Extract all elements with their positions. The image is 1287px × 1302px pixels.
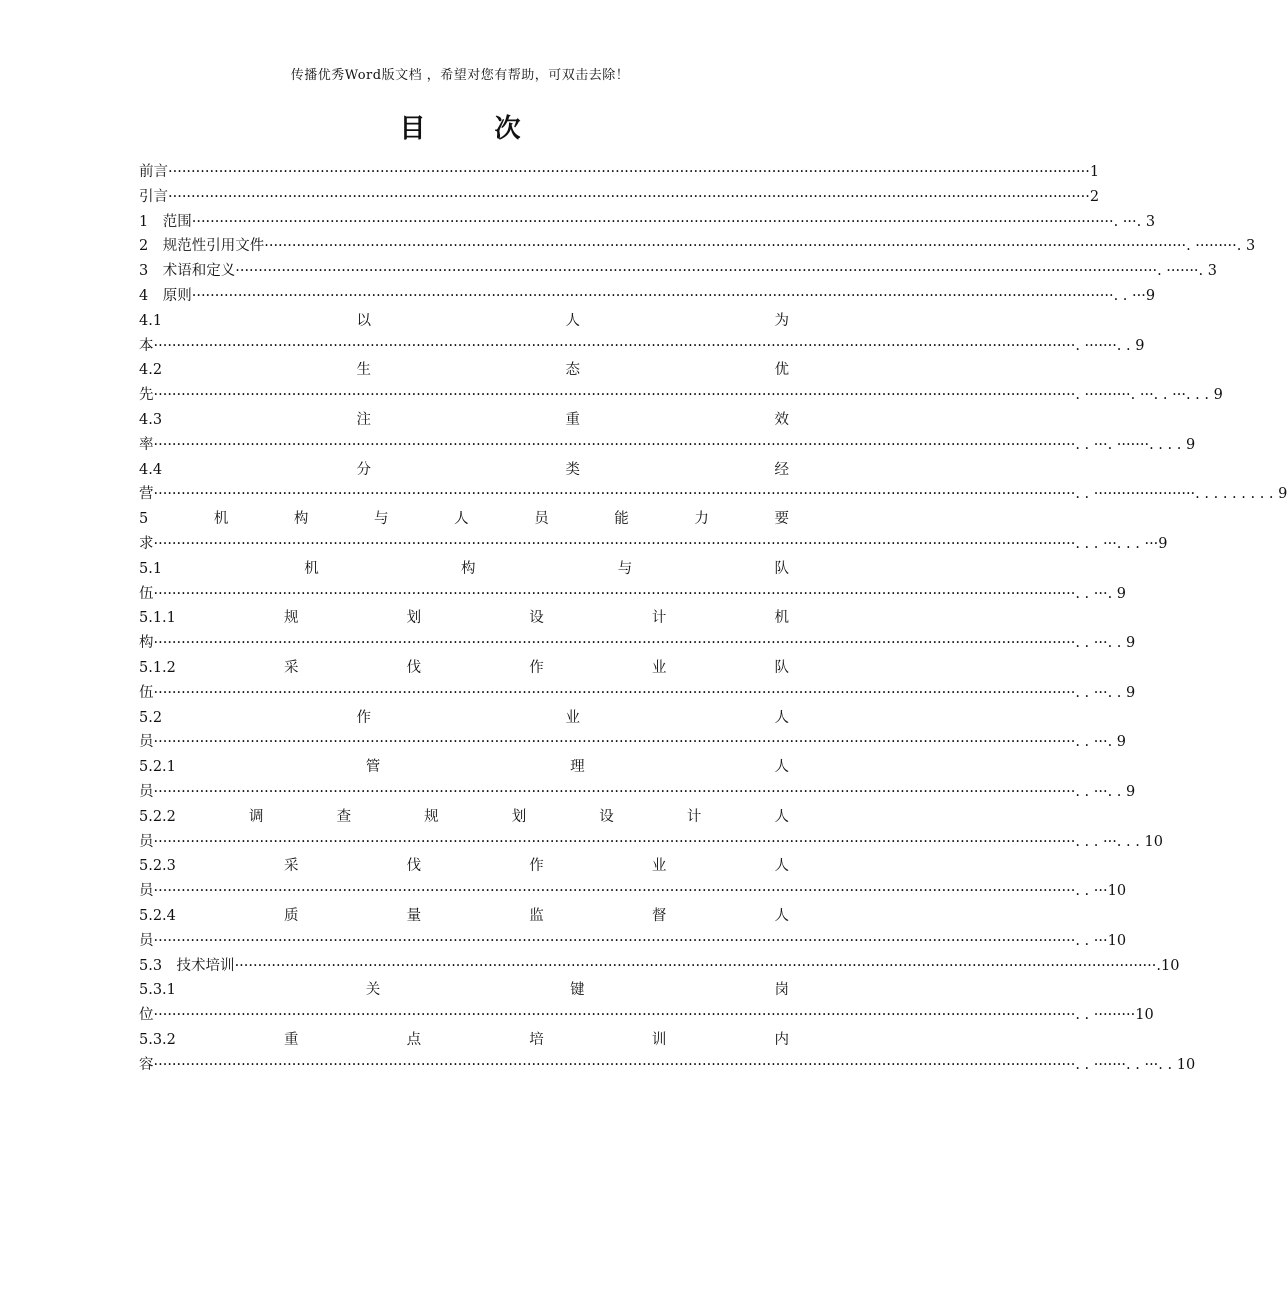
toc-entry-page: . . ···10 <box>1075 932 1127 949</box>
toc-entry-label: 员 <box>139 734 154 751</box>
dot-leader: ········································································································································································································ <box>153 436 1076 453</box>
toc-heading-fragment: 规 <box>424 808 439 825</box>
toc-heading-fragment: 规 <box>284 610 299 627</box>
toc-heading-fragment: 量 <box>406 907 422 924</box>
toc-entry-label: 本 <box>139 337 154 354</box>
toc-entry-page: . . ···. 9 <box>1075 734 1127 751</box>
dot-leader: ········································································································································································································ <box>153 337 1076 354</box>
toc-entry-page: .10 <box>1156 957 1180 974</box>
dot-leader: ········································································································································································································ <box>235 263 1158 280</box>
toc-heading-fragment: 监 <box>529 907 544 924</box>
toc-entry-page: . ··········. ···. . ···. . . 9 <box>1075 387 1223 404</box>
toc-entry-page: 2 <box>1089 188 1100 205</box>
toc-entry-heading-row[interactable] <box>139 805 789 830</box>
toc-heading-fragment: 队 <box>774 560 789 577</box>
toc-heading-fragment: 训 <box>651 1031 667 1048</box>
toc-entry-continuation[interactable] <box>139 582 1127 607</box>
toc-entry-continuation[interactable] <box>139 334 1145 359</box>
toc-entry-heading-row[interactable] <box>139 458 789 483</box>
toc-entry[interactable] <box>139 185 1100 210</box>
toc-entry-heading-row[interactable] <box>139 507 789 532</box>
toc-heading-fragment: 机 <box>774 610 789 627</box>
toc-heading-fragment: 设 <box>529 610 544 627</box>
toc-heading-fragment: 重 <box>284 1031 299 1048</box>
toc-entry-page: . ·······. 3 <box>1157 263 1217 280</box>
toc-entry-page: . ·········. 3 <box>1186 238 1256 255</box>
toc-heading-fragment: 人 <box>774 759 789 776</box>
toc-entry-heading-row[interactable] <box>139 606 789 631</box>
dot-leader: ········································································································································································································ <box>191 213 1114 230</box>
toc-entry-heading-row[interactable] <box>139 978 789 1003</box>
page-title: 目 次 <box>399 114 551 144</box>
toc-entry-label: 先 <box>139 387 154 404</box>
toc-heading-fragment: 类 <box>565 461 580 478</box>
toc-heading-fragment: 4.4 <box>139 461 163 478</box>
toc-heading-fragment: 岗 <box>774 982 789 999</box>
toc-heading-fragment: 5.3.1 <box>139 982 176 999</box>
toc-entry-page: . . . ···. . . 10 <box>1075 833 1163 850</box>
dot-leader: ········································································································································································································ <box>153 1007 1076 1024</box>
toc-heading-fragment: 5 <box>139 511 149 528</box>
toc-entry-page: . . ···10 <box>1075 883 1127 900</box>
toc-entry-page: . . ···. . 9 <box>1075 684 1136 701</box>
dot-leader: ········································································································································································································ <box>153 883 1076 900</box>
toc-entry-label: 构 <box>139 635 154 652</box>
toc-entry-heading-row[interactable] <box>139 904 789 929</box>
toc-heading-fragment: 5.2.3 <box>139 858 176 875</box>
toc-heading-fragment: 作 <box>529 858 544 875</box>
toc-entry[interactable] <box>139 234 1256 259</box>
toc-heading-fragment: 以 <box>356 312 372 329</box>
toc-heading-fragment: 重 <box>565 411 580 428</box>
toc-heading-fragment: 与 <box>374 511 389 528</box>
toc-entry-page: . ···. 3 <box>1113 213 1156 230</box>
toc-heading-fragment: 业 <box>651 659 667 676</box>
toc-heading-fragment: 与 <box>617 560 633 577</box>
dot-leader: ········································································································································································································ <box>264 238 1187 255</box>
toc-entry-label: 伍 <box>139 684 154 701</box>
toc-heading-fragment: 5.1 <box>139 560 163 577</box>
dot-leader: ········································································································································································································ <box>153 684 1076 701</box>
toc-entry-label: 员 <box>139 833 154 850</box>
toc-heading-fragment: 5.2.4 <box>139 907 176 924</box>
toc-entry-continuation[interactable] <box>139 482 1287 507</box>
toc-entry-heading-row[interactable] <box>139 854 789 879</box>
toc-heading-fragment: 计 <box>651 610 667 627</box>
toc-heading-fragment: 人 <box>565 312 580 329</box>
toc-entry-label: 4 原则 <box>139 287 192 304</box>
toc-heading-fragment: 采 <box>284 858 299 875</box>
toc-heading-fragment: 业 <box>651 858 667 875</box>
toc-entry-label: 5.3 技术培训 <box>139 957 235 974</box>
toc-heading-fragment: 5.2.1 <box>139 759 176 776</box>
toc-entry-label: 3 术语和定义 <box>139 263 236 280</box>
toc-heading-fragment: 人 <box>454 511 469 528</box>
toc-entry-label: 前言 <box>139 164 168 180</box>
toc-entry-page: . . ···. 9 <box>1075 585 1127 602</box>
toc-entry-continuation[interactable] <box>139 780 1136 805</box>
toc-entry-page: . . ·········10 <box>1075 1007 1154 1024</box>
dot-leader: ········································································································································································································ <box>153 635 1076 652</box>
table-of-contents <box>139 160 1287 1077</box>
dot-leader: ········································································································································································································ <box>168 164 1090 180</box>
toc-entry[interactable] <box>139 160 1100 185</box>
toc-heading-fragment: 伐 <box>406 858 422 875</box>
toc-heading-fragment: 4.2 <box>139 362 163 379</box>
toc-heading-fragment: 质 <box>284 907 299 924</box>
toc-entry-continuation[interactable] <box>139 879 1127 904</box>
toc-entry-heading-row[interactable] <box>139 1028 789 1053</box>
toc-heading-fragment: 生 <box>356 362 372 379</box>
toc-heading-fragment: 优 <box>774 362 789 379</box>
toc-entry-label: 伍 <box>139 585 154 602</box>
toc-heading-fragment: 划 <box>406 610 422 627</box>
toc-heading-fragment: 人 <box>774 808 789 825</box>
toc-heading-fragment: 5.2 <box>139 709 163 726</box>
toc-entry-continuation[interactable] <box>139 383 1223 408</box>
toc-entry-label: 员 <box>139 783 154 800</box>
toc-entry[interactable] <box>139 284 1156 309</box>
toc-heading-fragment: 机 <box>304 560 319 577</box>
toc-heading-fragment: 5.2.2 <box>139 808 176 825</box>
dot-leader: ········································································································································································································ <box>153 486 1076 503</box>
toc-heading-fragment: 关 <box>365 982 381 999</box>
toc-heading-fragment: 构 <box>293 511 309 528</box>
toc-entry[interactable] <box>139 259 1217 284</box>
toc-heading-fragment: 内 <box>774 1031 789 1048</box>
dot-leader: ········································································································································································································ <box>153 783 1076 800</box>
toc-heading-fragment: 5.1.2 <box>139 659 176 676</box>
toc-heading-fragment: 员 <box>534 511 549 528</box>
toc-entry-heading-row[interactable] <box>139 309 789 334</box>
toc-heading-fragment: 作 <box>356 709 372 726</box>
toc-entry-heading-row[interactable] <box>139 408 789 433</box>
toc-heading-fragment: 构 <box>461 560 476 577</box>
toc-heading-fragment: 人 <box>774 858 789 875</box>
toc-heading-fragment: 设 <box>599 808 614 825</box>
toc-entry-label: 员 <box>139 932 154 949</box>
dot-leader: ········································································································································································································ <box>153 734 1076 751</box>
toc-entry-heading-row[interactable] <box>139 358 789 383</box>
toc-entry-label: 2 规范性引用文件 <box>139 238 265 255</box>
toc-entry-label: 率 <box>139 436 154 453</box>
toc-heading-fragment: 队 <box>774 659 789 676</box>
toc-heading-fragment: 采 <box>284 659 299 676</box>
toc-entry-page: . . ···. . 9 <box>1075 635 1136 652</box>
toc-heading-fragment: 注 <box>356 411 372 428</box>
toc-heading-fragment: 分 <box>356 461 372 478</box>
toc-heading-fragment: 业 <box>565 709 580 726</box>
toc-heading-fragment: 督 <box>651 907 667 924</box>
toc-heading-fragment: 机 <box>213 511 229 528</box>
toc-entry[interactable] <box>139 210 1156 235</box>
dot-leader: ········································································································································································································ <box>234 957 1157 974</box>
toc-entry-page: . . ···. ·······. . . . 9 <box>1075 436 1196 453</box>
toc-entry-label: 引言 <box>139 188 168 205</box>
toc-heading-fragment: 键 <box>570 982 585 999</box>
toc-heading-fragment: 管 <box>365 759 381 776</box>
toc-entry-heading-row[interactable] <box>139 557 789 582</box>
toc-entry-continuation[interactable] <box>139 1003 1154 1028</box>
toc-entry[interactable] <box>139 954 1180 979</box>
toc-entry-heading-row[interactable] <box>139 706 789 731</box>
toc-entry-label: 1 范围 <box>139 213 192 230</box>
toc-entry-label: 位 <box>139 1007 154 1024</box>
toc-entry-page: . . ·······. . ···. . 10 <box>1075 1056 1196 1073</box>
dot-leader: ········································································································································································································ <box>153 387 1076 404</box>
toc-entry-label: 员 <box>139 883 154 900</box>
toc-entry-page: . ·······. . 9 <box>1075 337 1145 354</box>
toc-heading-fragment: 作 <box>529 659 544 676</box>
toc-entry-page: . . ···. . 9 <box>1075 783 1136 800</box>
toc-entry-continuation[interactable] <box>139 532 1168 557</box>
dot-leader: ········································································································································································································ <box>153 1056 1076 1073</box>
toc-entry-heading-row[interactable] <box>139 656 789 681</box>
toc-heading-fragment: 调 <box>248 808 264 825</box>
toc-entry-heading-row[interactable] <box>139 755 789 780</box>
toc-entry-continuation[interactable] <box>139 631 1136 656</box>
dot-leader: ········································································································································································································ <box>191 287 1114 304</box>
toc-heading-fragment: 人 <box>774 907 789 924</box>
dot-leader: ········································································································································································································ <box>168 188 1090 205</box>
toc-entry-page: . . . ···. . . ···9 <box>1075 535 1168 552</box>
toc-entry-continuation[interactable] <box>139 433 1196 458</box>
toc-entry-page: . . ···9 <box>1113 287 1156 304</box>
toc-heading-fragment: 要 <box>774 511 789 528</box>
toc-entry-page: 1 <box>1089 164 1100 180</box>
dot-leader: ········································································································································································································ <box>153 535 1076 552</box>
toc-entry-label: 容 <box>139 1056 154 1073</box>
dot-leader: ········································································································································································································ <box>153 585 1076 602</box>
toc-heading-fragment: 4.1 <box>139 312 163 329</box>
toc-entry-continuation[interactable] <box>139 681 1136 706</box>
toc-heading-fragment: 力 <box>694 511 709 528</box>
toc-heading-fragment: 点 <box>406 1031 422 1048</box>
toc-entry-continuation[interactable] <box>139 730 1127 755</box>
toc-heading-fragment: 计 <box>686 808 702 825</box>
toc-heading-fragment: 效 <box>774 411 789 428</box>
toc-entry-page: . . ······················. . . . . . . . . 9 <box>1075 486 1287 503</box>
toc-heading-fragment: 培 <box>529 1031 544 1048</box>
toc-heading-fragment: 4.3 <box>139 411 163 428</box>
toc-heading-fragment: 伐 <box>406 659 422 676</box>
toc-heading-fragment: 人 <box>774 709 789 726</box>
toc-heading-fragment: 5.1.1 <box>139 610 176 627</box>
toc-heading-fragment: 5.3.2 <box>139 1031 176 1048</box>
toc-heading-fragment: 态 <box>565 362 580 379</box>
toc-entry-label: 营 <box>139 486 154 503</box>
toc-heading-fragment: 经 <box>774 461 789 478</box>
toc-entry-continuation[interactable] <box>139 830 1163 855</box>
toc-heading-fragment: 理 <box>570 759 585 776</box>
toc-heading-fragment: 查 <box>336 808 352 825</box>
toc-heading-fragment: 为 <box>774 312 789 329</box>
page-header: 传播优秀Word版文档 ，希望对您有帮助，可双击去除！ <box>290 68 630 83</box>
toc-entry-continuation[interactable] <box>139 929 1127 954</box>
toc-heading-fragment: 划 <box>511 808 527 825</box>
toc-entry-continuation[interactable] <box>139 1053 1196 1078</box>
toc-heading-fragment: 能 <box>614 511 629 528</box>
dot-leader: ········································································································································································································ <box>153 932 1076 949</box>
dot-leader: ········································································································································································································ <box>153 833 1076 850</box>
toc-entry-label: 求 <box>139 535 154 552</box>
